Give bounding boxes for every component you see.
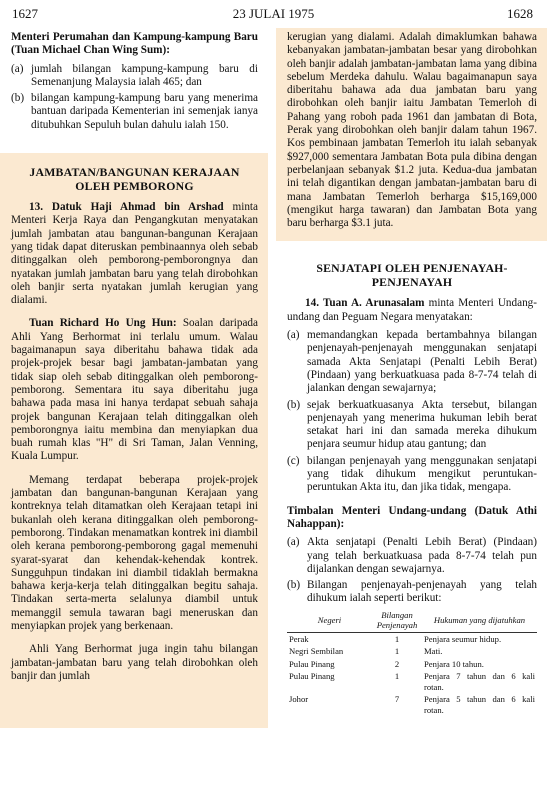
list-item [287, 536, 537, 576]
table-row [287, 693, 537, 716]
list-text: memandangkan kepada bertambahnya bilangan penjenayah-penjenayah menggunakan senjatapi samada Akta Senjatapi (Penalti Lebih Berat) (Pindaan) yang berkuatkuasa pada 8-7-74 telah di jalankan dengan sewajarnya; [307, 329, 537, 395]
table-cell-count: 1 [394, 671, 400, 682]
table-cell-state: Perak [289, 633, 309, 644]
answer-intro [0, 28, 268, 139]
question-text: minta Menteri Kerja Raya dan Pengangkutan menyatakan jumlah jambatan atau bangunan-bangunan Kerajaan yang tidak dapat diteruskan pembinaannya oleh sebab ditinggalkan oleh pemborong-pemborongnya dan nyatakan jumlah jambatan baru yang telah dirobohkan oleh banjir serta nyatakan jumlah kerugian yang dialami. [11, 201, 259, 307]
table-header-row [287, 610, 537, 633]
question-list [287, 329, 537, 495]
table-cell-state: Pulau Pinang [289, 671, 335, 682]
intro-list [11, 63, 258, 132]
table-row [287, 670, 537, 693]
list-text: Bilangan penjenayah-penjenayah yang telah dihukum ialah seperti berikut: [307, 579, 537, 605]
section-senjatapi [276, 253, 547, 719]
list-item [287, 329, 537, 395]
list-marker: (a) [11, 62, 24, 75]
section-heading: SENJATAPI OLEH PENJENAYAH-PENJENAYAH [316, 261, 508, 290]
table-cell-count: 2 [394, 658, 400, 669]
list-item [287, 579, 537, 606]
answer-paragraph-3: Ahli Yang Berhormat juga ingin tahu bilangan jambatan-jambatan baru yang telah dirobohkan oleh banjir dan jumlah [11, 643, 258, 682]
intro-speaker: Menteri Perumahan dan Kampung-kampung Baru (Tuan Michael Chan Wing Sum): [11, 31, 258, 57]
list-item [287, 455, 537, 495]
table-cell-sentence: Penjara seumur hidup. [424, 633, 502, 644]
list-item [11, 92, 258, 132]
answer-speaker: Tuan Richard Ho Ung Hun: [29, 317, 177, 330]
table-cell-sentence: Mati. [424, 646, 443, 657]
section-jambatan [0, 153, 268, 728]
table-row [287, 658, 537, 671]
answer-list [287, 536, 537, 605]
page-date: 23 JULAI 1975 [232, 6, 315, 21]
list-item [287, 399, 537, 452]
answer-text: Soalan daripada Ahli Yang Berhormat ini terlalu umum. Walau bagaimanapun saya diberitahu bahawa tidak ada projek-projek besar bagi jambatan-jambatan yang tidak siap oleh sebab ditinggalkan oleh pemborong-pemborong. Sementara itu saya diberitahu juga bahawa pada masa ini hanya terdapat sebuah sahaja projek bangunan Kerajaan telah ditinggalkan oleh pemborongnya iaitu membina dan menyiapkan dua buah rumah klas "H" di Sri Taman, Jalan Venning, Kuala Lumpur. [11, 317, 258, 463]
question-text: minta Menteri Undang-undang dan Peguam Negara menyatakan: [287, 297, 537, 323]
list-text: jumlah bilangan kampung-kampung baru di Semenanjung Malaysia ialah 465; dan [31, 62, 258, 88]
list-text: sejak berkuatkuasanya Akta tersebut, bilangan penjenayah yang menerima hukuman lebih berat setakat hari ini dan samada mereka dihukum penjara seumur hidup atau gantung; dan [307, 398, 537, 451]
right-column [276, 28, 547, 719]
answer-paragraph-2: Memang terdapat beberapa projek-projek jambatan dan bangunan-bangunan Kerajaan yang kontreknya telah ditamatkan oleh Kerajaan tetapi ini bukanlah oleh kerana ditinggalkan oleh pemborong-pemborong. Tindakan menamatkan kontrek ini diambil oleh kerana pemborong-pemborong gagal memenuhi syarat-syarat dan kehendak-kehendak kontrek. Sungguhpun tindakan ini diambil tidaklah bermakna bahawa kerja-kerja telah ditinggalkan begitu sahaja. Tindakan serta-merta selalunya diambil untuk memanggil semula tawaran bagi meneruskan dan menyiapkan projek yang berkenaan. [11, 473, 258, 632]
question-speaker: 14. Tuan A. Arunasalam [305, 297, 425, 310]
list-marker: (a) [287, 536, 300, 549]
page-header [0, 6, 547, 24]
table-cell-sentence: Penjara 7 tahun dan 6 kali rotan. [424, 671, 535, 692]
list-text: bilangan kampung-kampung baru yang menerima bantuan daripada Kementerian ini semenjak ianya ditubuhkan Sepuluh bulan dahulu ialah 150. [31, 92, 258, 131]
table-header-cell: Bilangan Penjenayah [372, 610, 422, 633]
question-paragraph [287, 297, 537, 324]
page-number-right: 1628 [507, 6, 533, 21]
list-marker: (b) [11, 92, 25, 105]
list-marker: (c) [287, 454, 300, 467]
page-number-left: 1627 [12, 6, 38, 21]
left-column [0, 28, 268, 728]
sentences-table [287, 610, 537, 717]
list-text: bilangan penjenayah yang menggunakan senjatapi yang tidak dihukum mengikut peruntukan-peruntukan Akta itu, dan jika tidak, mengapa. [307, 454, 537, 494]
table-cell-state: Negri Sembilan [289, 646, 344, 657]
table-cell-count: 7 [394, 694, 400, 705]
continuation-text: kerugian yang dialami. Adalah dimaklumkan bahawa kebanyakan jambatan-jambatan besar yang dirobohkan oleh banjir adalah jambatan-jambatan lama yang dibina sebelum Merdeka dahulu. Walau bagaimanapun saya diberitahu bahawa ada dua jambatan baru yang dirobohkan oleh banjir iaitu Jambatan Temerloh di Pahang yang roboh pada 1961 dan jambatan di Bota, Perak yang dirobohkan oleh banjir dalam tahun 1967. Kos pembinaan jambatan Temerloh itu ialah sebanyak $927,000 sementara Jambatan Bota pula dibina dengan perbelanjaan sebanyak $1.2 juta. Kedua-dua jambatan ini telah digantikan dengan jambatan-jambatan baru di mana Jambatan Temerloh berharga $15,169,000 (mengikut harga tawaran) dan Jambatan Bota yang baru berharga $3.1 juta. [287, 31, 537, 230]
question-speaker: 13. Datuk Haji Ahmad bin Arshad [29, 201, 224, 214]
list-text: Akta senjatapi (Penalti Lebih Berat) (Pindaan) yang telah berkuatkuasa pada 8-7-74 telah pun dijalankan dengan sewajarnya. [307, 536, 537, 575]
table-header-cell: Negeri [287, 610, 372, 633]
section-heading: JAMBATAN/BANGUNAN KERAJAAN OLEH PEMBORONG [29, 165, 240, 194]
answer-paragraph [11, 317, 258, 463]
table-cell-sentence: Penjara 10 tahun. [424, 658, 484, 669]
table-cell-sentence: Penjara 5 tahun dan 6 kali rotan. [424, 694, 535, 715]
table-row [287, 645, 537, 658]
list-marker: (a) [287, 329, 300, 342]
table-cell-count: 1 [394, 646, 400, 657]
table-row [287, 632, 537, 645]
table-cell-state: Pulau Pinang [289, 658, 335, 669]
answer-speaker: Timbalan Menteri Undang-undang (Datuk Athi Nahappan): [287, 504, 537, 530]
question-paragraph [11, 201, 258, 307]
continuation-block [276, 28, 547, 241]
table-cell-state: Johor [289, 694, 309, 705]
table-header-cell: Hukuman yang dijatuhkan [422, 610, 537, 633]
list-item [11, 63, 258, 90]
list-marker: (b) [287, 398, 301, 411]
table-cell-count: 1 [394, 633, 400, 644]
list-marker: (b) [287, 579, 301, 592]
